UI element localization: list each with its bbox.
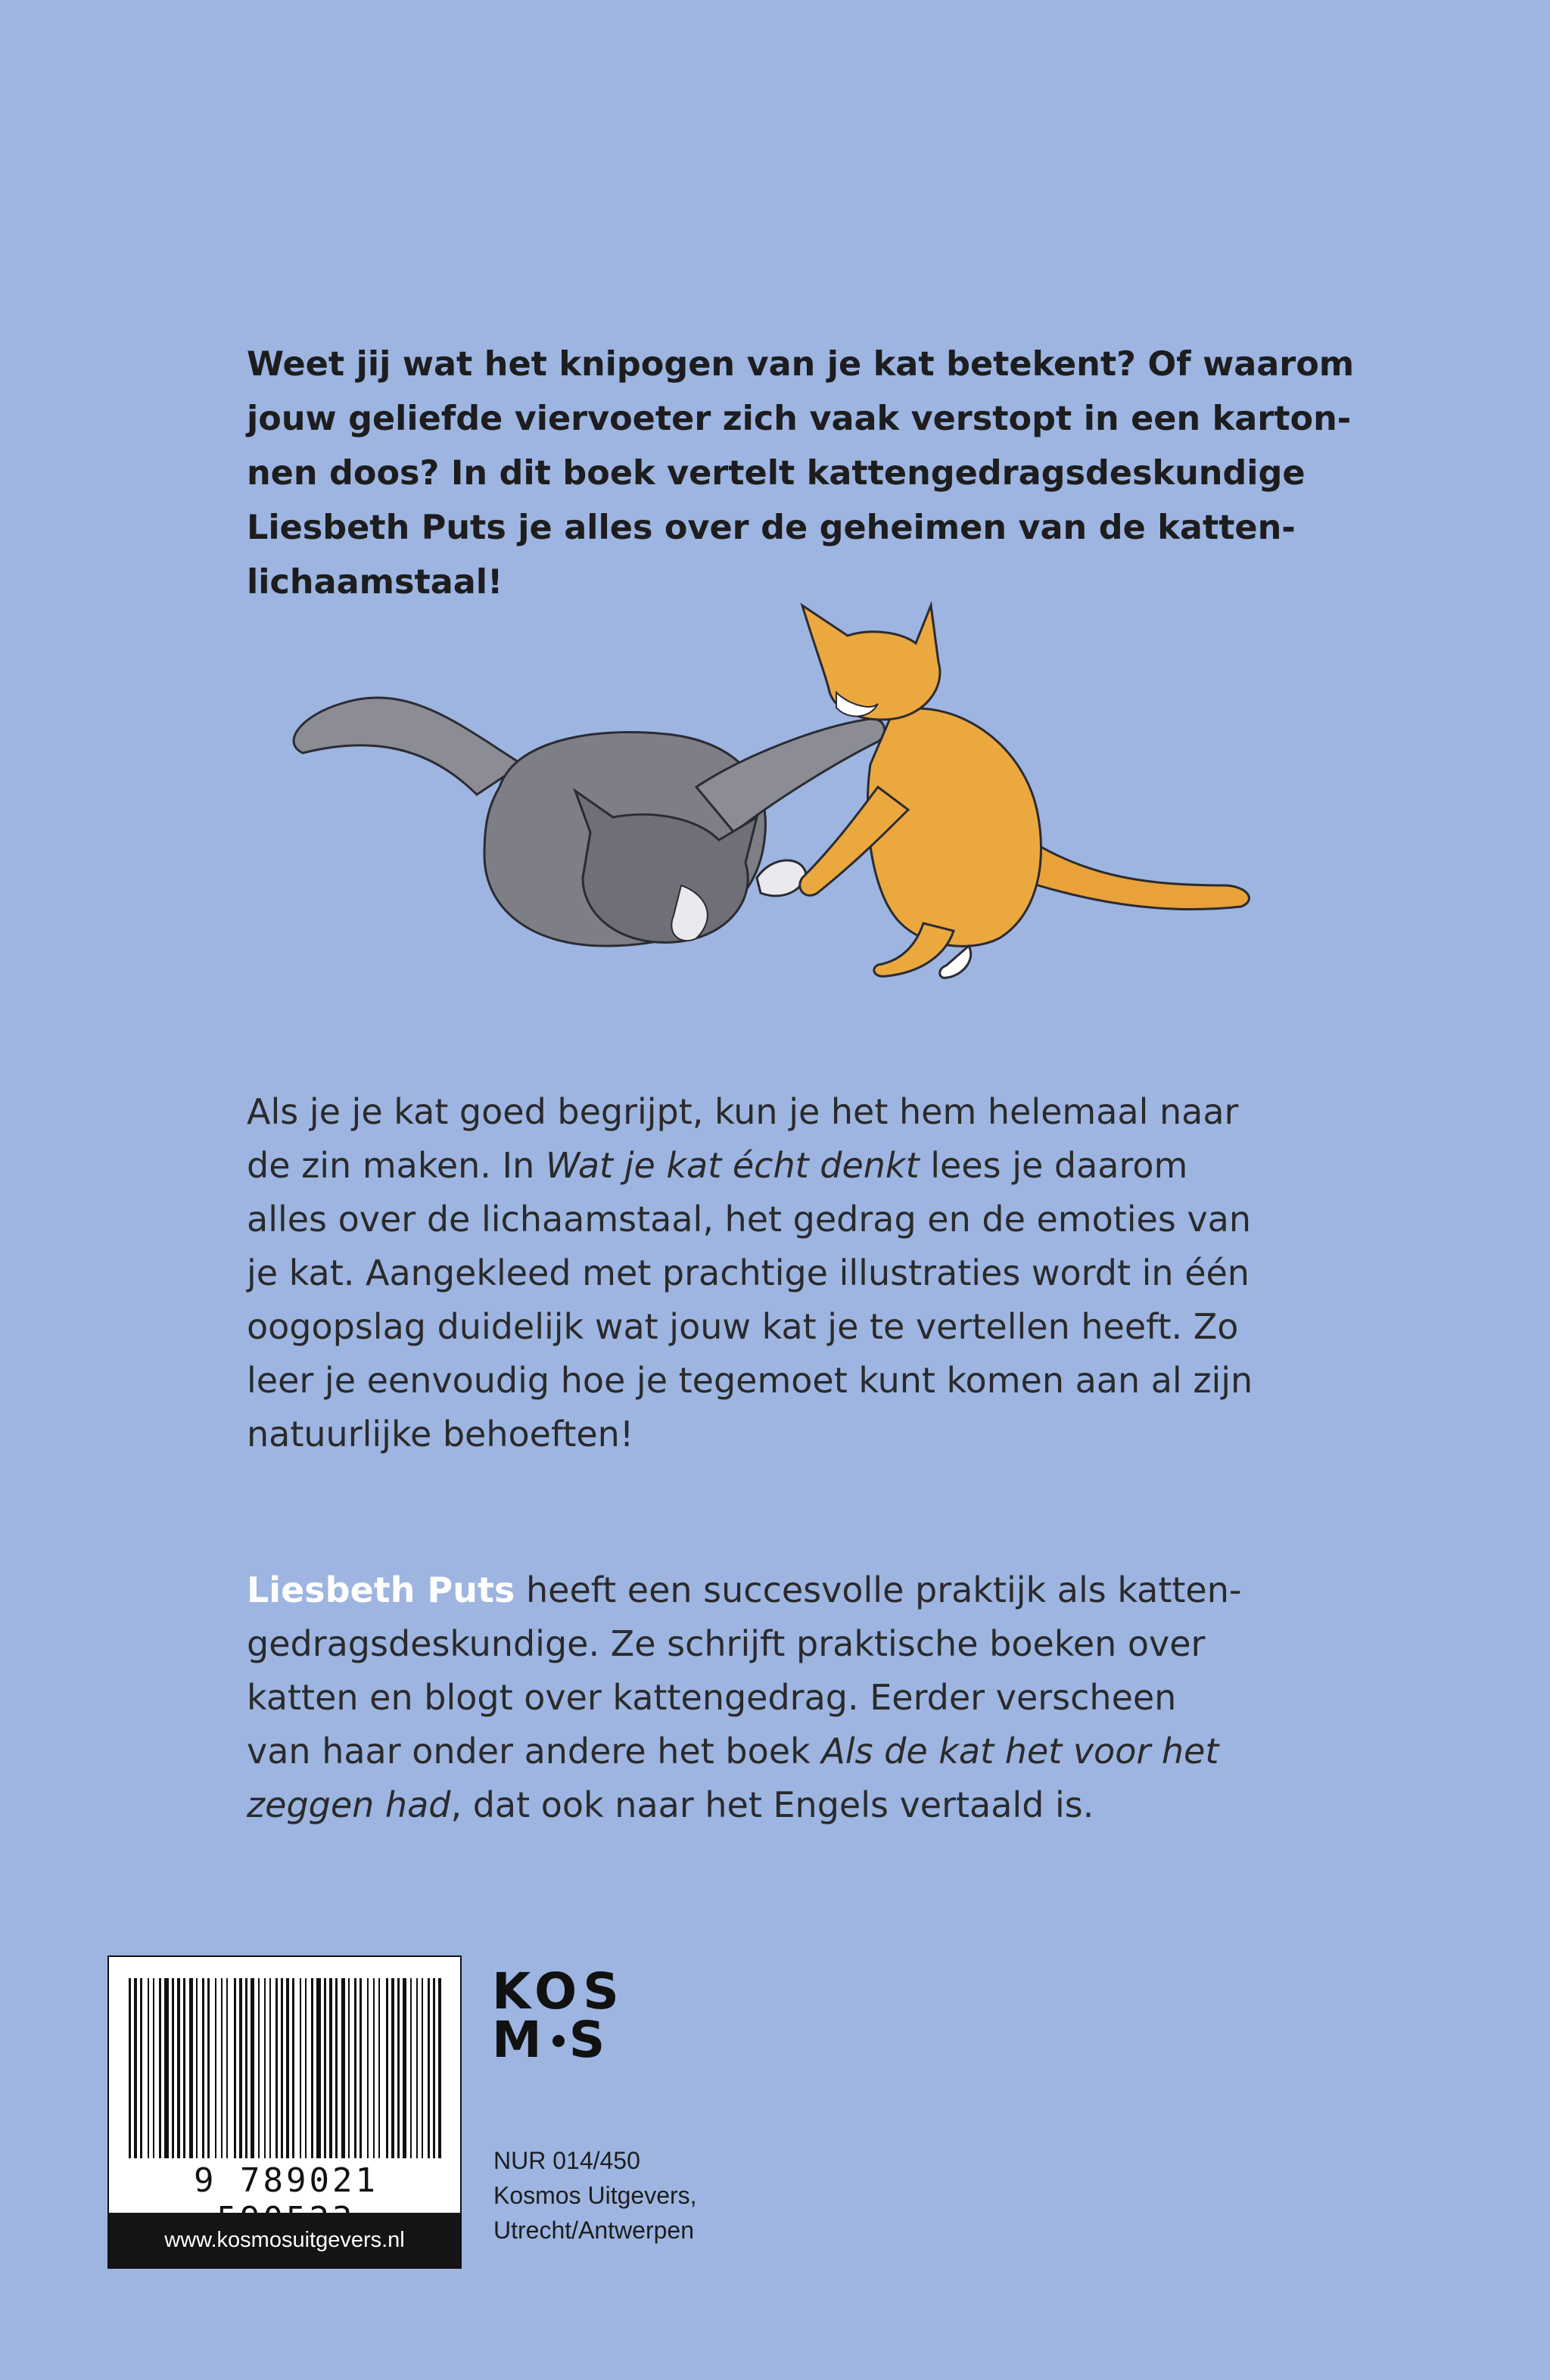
orange-cat-tail — [1014, 840, 1249, 910]
bio-text: heeft een succesvolle praktijk als katten- — [515, 1570, 1242, 1610]
gray-cat-paw — [757, 860, 806, 896]
description-line: oogopslag duidelijk wat jouw kat je te vertellen heeft. Zo — [247, 1306, 1239, 1347]
isbn-number: 9 789021 — [194, 2161, 378, 2200]
book-title: Wat je kat écht denkt — [545, 1145, 920, 1186]
description-line: natuurlijke behoeften! — [247, 1414, 634, 1454]
intro-paragraph — [247, 338, 1355, 610]
description-line: alles over de lichaamstaal, het gedrag en de emoties van — [247, 1199, 1252, 1240]
bio-line — [247, 1778, 1306, 1832]
nur-code: NUR 014/450 — [493, 2147, 640, 2174]
description-line: leer je eenvoudig hoe je tegemoet kunt komen aan al zijn — [247, 1360, 1253, 1401]
logo-dot-icon — [552, 2035, 565, 2047]
intro-line: lichaamstaal! — [247, 563, 503, 602]
two-cats-playing-illustration — [272, 590, 1271, 999]
intro-line: Liesbeth Puts je alles over de geheimen van de katten- — [247, 509, 1296, 547]
description-paragraph — [247, 1085, 1306, 1461]
orange-cat-hind-paw — [940, 946, 971, 978]
orange-cat-body — [867, 708, 1041, 946]
other-book-title: zeggen had — [247, 1784, 451, 1825]
publisher-name: Kosmos Uitgevers, — [493, 2182, 697, 2209]
barcode-icon — [126, 1978, 447, 2158]
intro-line: Weet jij wat het knipogen van je kat betekent? Of waarom — [247, 345, 1355, 384]
barcode-box — [107, 1955, 462, 2269]
intro-line: nen doos? In dit boek vertelt kattengedragsdeskundige — [247, 454, 1306, 493]
description-text: lees je daarom — [919, 1145, 1188, 1186]
intro-line: jouw geliefde viervoeter zich vaak verstopt in een karton- — [247, 400, 1352, 438]
bio-text: van haar onder andere het boek — [247, 1731, 822, 1772]
description-line — [247, 1139, 1306, 1193]
description-line: Als je je kat goed begrijpt, kun je het hem helemaal naar — [247, 1091, 1239, 1132]
logo-row: KOS — [492, 1962, 625, 2021]
orange-cat-head — [802, 605, 940, 720]
author-name: Liesbeth Puts — [247, 1570, 515, 1610]
other-book-title: Als de kat het voor het — [821, 1731, 1219, 1772]
bio-line: gedragsdeskundige. Ze schrijft praktische boeken over — [247, 1623, 1206, 1664]
bio-line — [247, 1563, 1306, 1617]
bio-text: , dat ook naar het Engels vertaald is. — [450, 1784, 1094, 1825]
description-text: de zin maken. In — [247, 1145, 546, 1186]
kosmos-logo — [492, 1962, 625, 2069]
bio-line: katten en blogt over kattengedrag. Eerder verscheen — [247, 1677, 1177, 1718]
publisher-city: Utrecht/Antwerpen — [493, 2217, 695, 2244]
bio-line — [247, 1725, 1306, 1778]
description-line: je kat. Aangekleed met prachtige illustraties wordt in één — [247, 1252, 1250, 1293]
logo-row: M S — [492, 2011, 612, 2069]
imprint-block — [493, 2143, 811, 2248]
author-bio-paragraph — [247, 1563, 1306, 1832]
publisher-url: www.kosmosuitgevers.nl — [109, 2213, 460, 2267]
gray-cat-tail — [294, 698, 522, 795]
